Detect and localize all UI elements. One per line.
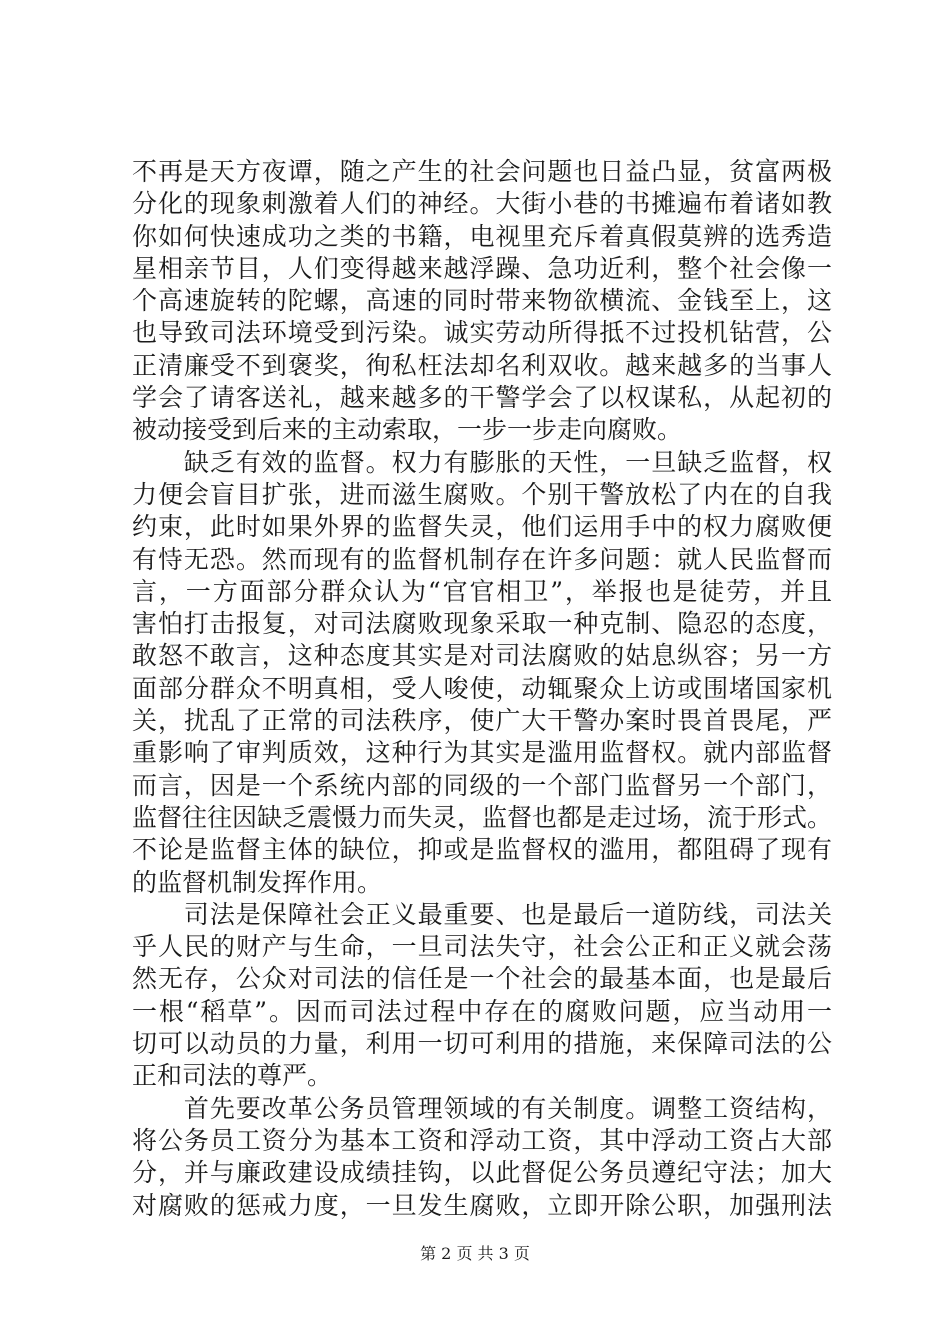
document-body [132,156,832,1222]
text-line: 一根“稻草”。因而司法过程中存在的腐败问题，应当动用一 [132,996,832,1026]
text-line: 力便会盲目扩张，进而滋生腐败。个别干警放松了内在的自我 [132,479,832,509]
text-line: 关，扰乱了正常的司法秩序，使广大干警办案时畏首畏尾，严 [132,706,832,736]
text-line: 学会了请客送礼，越来越多的干警学会了以权谋私，从起初的 [132,383,832,413]
text-line: 正和司法的尊严。 [132,1061,333,1091]
text-line: 监督往往因缺乏震慑力而失灵，监督也都是走过场，流于形式。 [132,802,833,832]
text-line: 不论是监督主体的缺位，抑或是监督权的滥用，都阻碍了现有 [132,835,832,865]
text-line: 星相亲节目，人们变得越来越浮躁、急功近利，整个社会像一 [132,253,832,283]
text-line: 重影响了审判质效，这种行为其实是滥用监督权。就内部监督 [132,738,832,768]
text-line: 面部分群众不明真相，受人唆使，动辄聚众上访或围堵国家机 [132,673,832,703]
text-line: 司法是保障社会正义最重要、也是最后一道防线，司法关 [132,899,832,929]
page-footer: 第 2 页 共 3 页 [420,1244,530,1263]
text-line: 分，并与廉政建设成绩挂钩，以此督促公务员遵纪守法；加大 [132,1158,832,1188]
text-line: 乎人民的财产与生命，一旦司法失守，社会公正和正义就会荡 [132,932,832,962]
text-line: 言，一方面部分群众认为“官官相卫”，举报也是徒劳，并且 [132,576,832,606]
text-line: 你如何快速成功之类的书籍，电视里充斥着真假莫辨的选秀造 [132,221,832,251]
text-line: 对腐败的惩戒力度，一旦发生腐败，立即开除公职，加强刑法 [132,1190,832,1220]
text-line: 分化的现象刺激着人们的神经。大街小巷的书摊遍布着诸如教 [132,189,832,219]
text-line: 个高速旋转的陀螺，高速的同时带来物欲横流、金钱至上，这 [132,286,832,316]
text-line: 缺乏有效的监督。权力有膨胀的天性，一旦缺乏监督，权 [132,447,832,477]
text-line: 害怕打击报复，对司法腐败现象采取一种克制、隐忍的态度， [132,609,832,639]
text-line: 首先要改革公务员管理领域的有关制度。调整工资结构， [132,1093,832,1123]
text-line: 有恃无恐。然而现有的监督机制存在许多问题：就人民监督而 [132,544,832,574]
text-line: 也导致司法环境受到污染。诚实劳动所得抵不过投机钻营，公 [132,318,832,348]
text-line: 然无存，公众对司法的信任是一个社会的最基本面，也是最后 [132,964,832,994]
text-line: 被动接受到后来的主动索取，一步一步走向腐败。 [132,415,683,445]
text-line: 敢怒不敢言，这种态度其实是对司法腐败的姑息纵容；另一方 [132,641,832,671]
text-line: 的监督机制发挥作用。 [132,867,383,897]
text-line: 将公务员工资分为基本工资和浮动工资，其中浮动工资占大部 [132,1125,832,1155]
text-line: 正清廉受不到褒奖，徇私枉法却名利双收。越来越多的当事人 [132,350,832,380]
text-line: 不再是天方夜谭，随之产生的社会问题也日益凸显，贫富两极 [132,157,832,186]
text-line: 切可以动员的力量，利用一切可利用的措施，来保障司法的公 [132,1029,832,1059]
text-line: 而言，因是一个系统内部的同级的一个部门监督另一个部门， [132,770,832,800]
text-line: 约束，此时如果外界的监督失灵，他们运用手中的权力腐败便 [132,512,832,542]
